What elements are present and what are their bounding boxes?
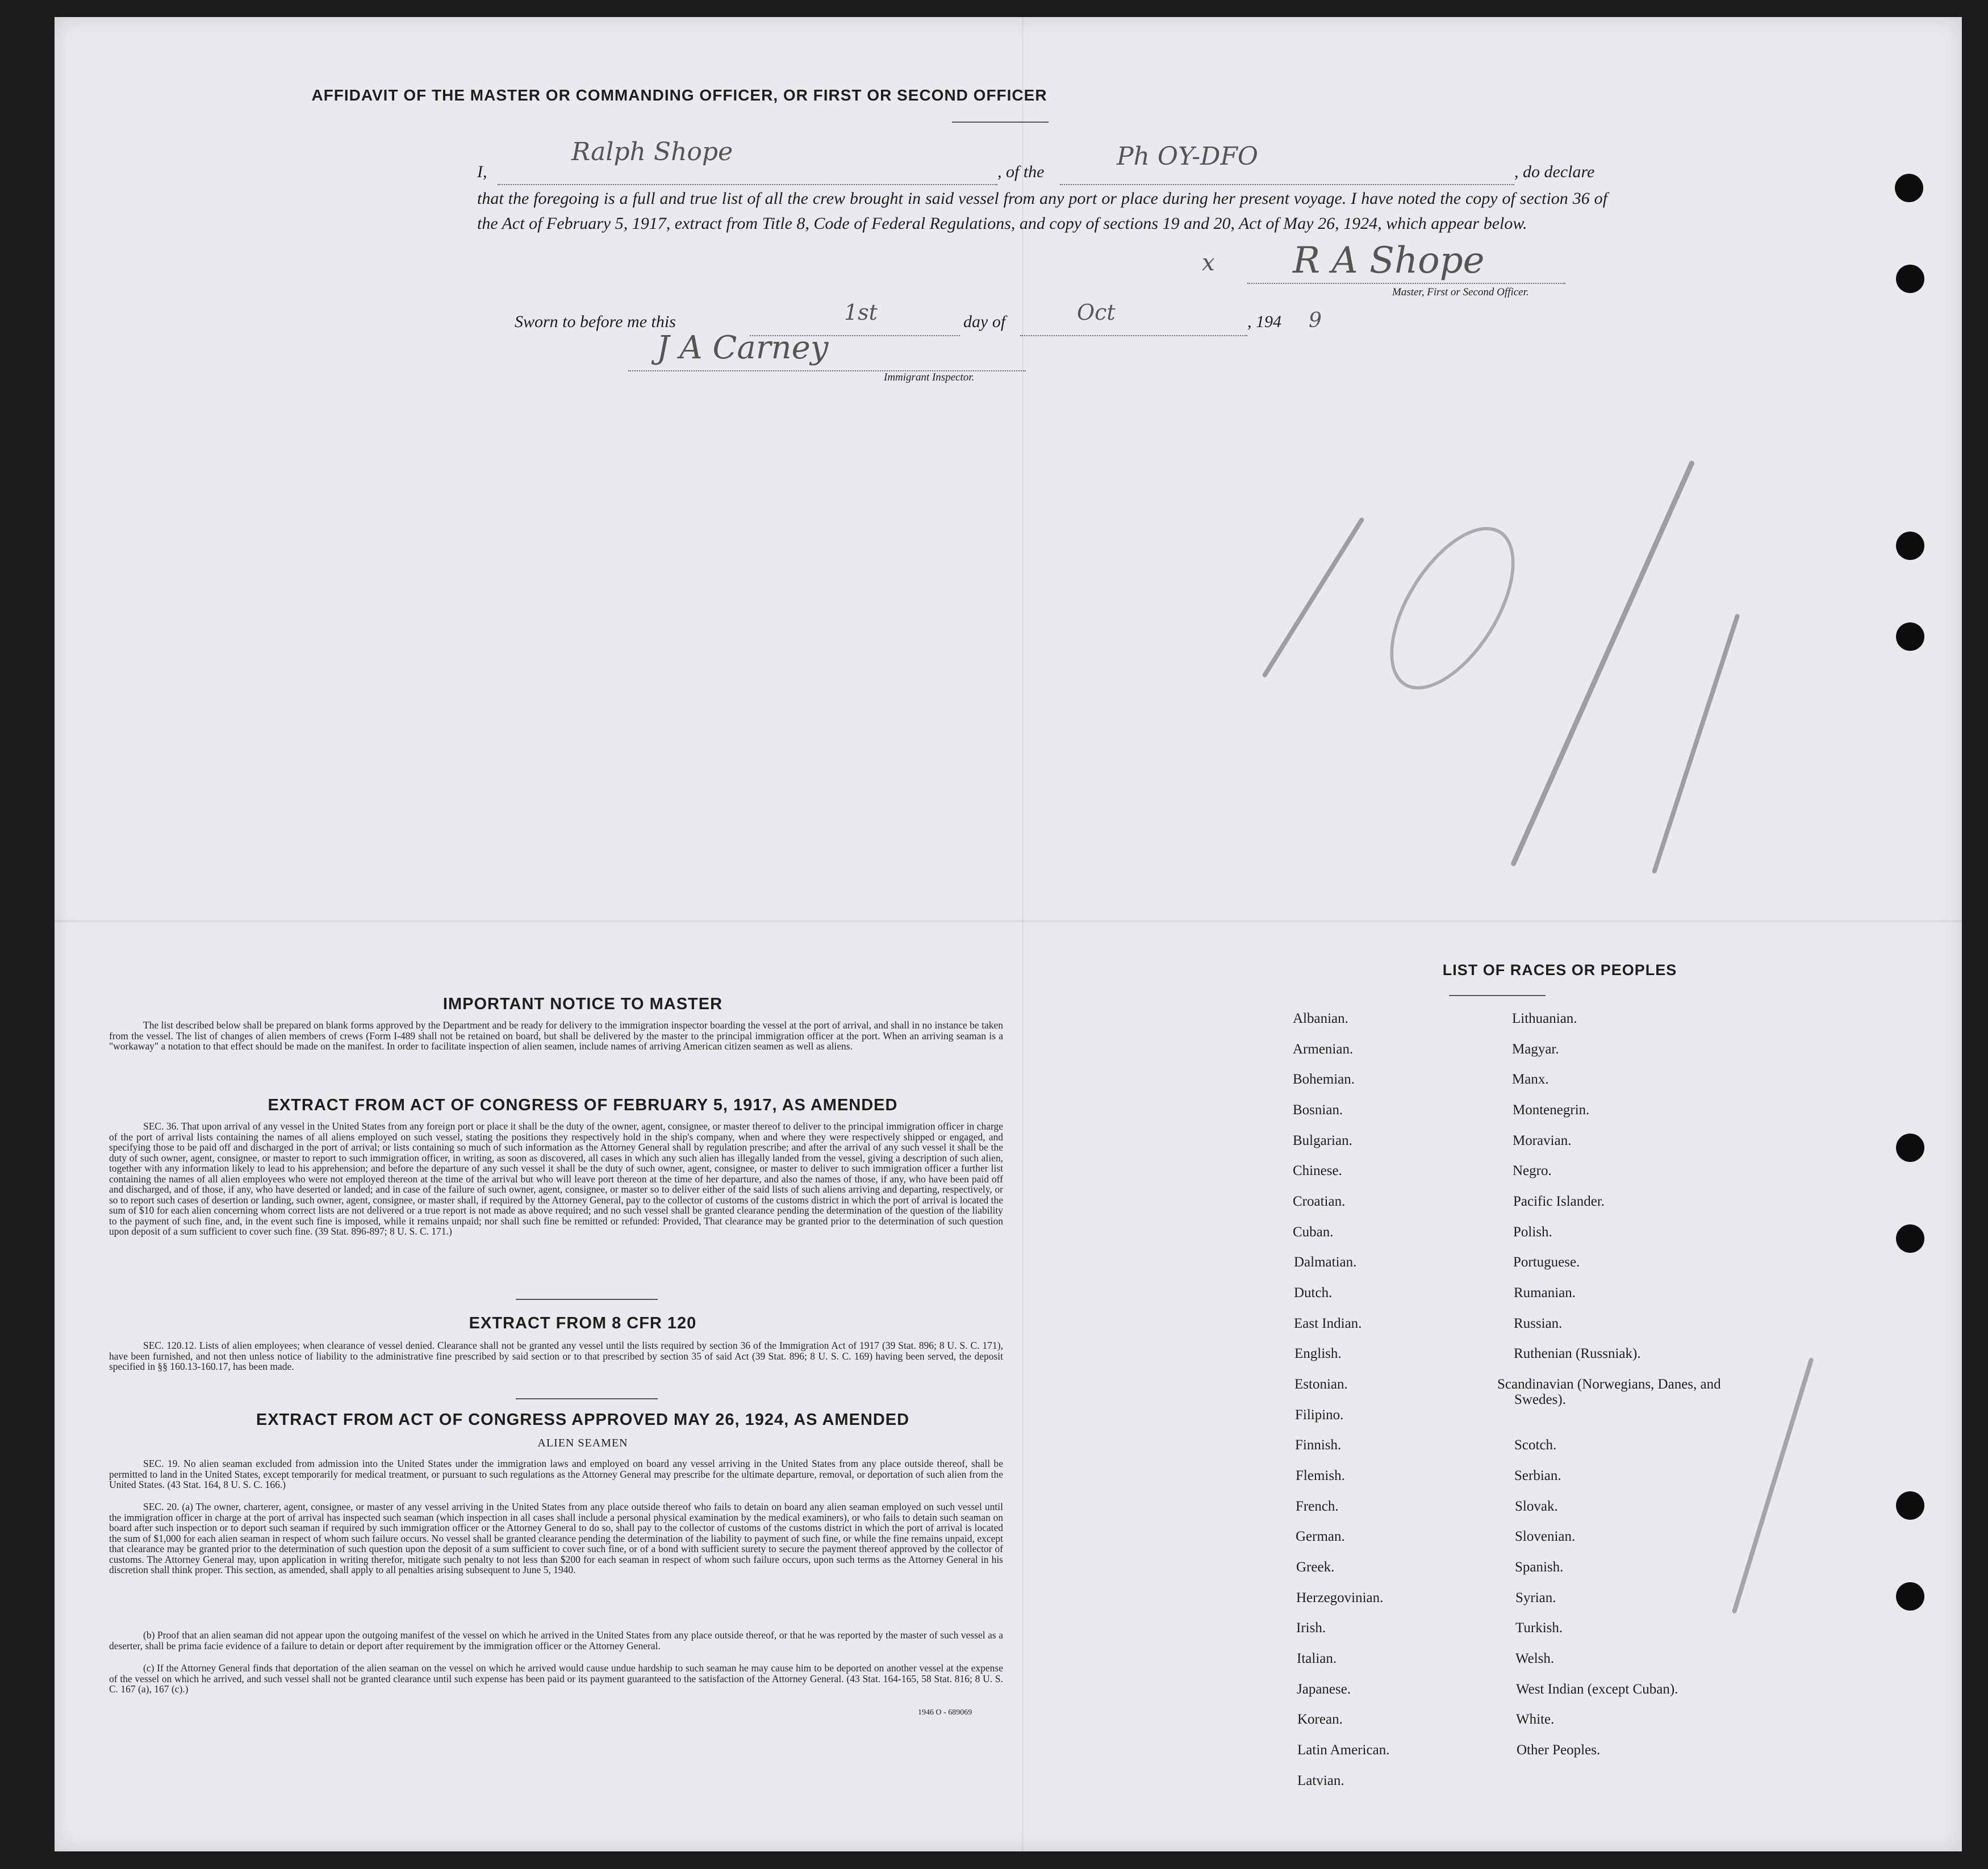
race-item: Spanish. [1515, 1559, 1564, 1575]
punch-hole [1896, 1134, 1924, 1162]
affidavit-of-the: , of the [997, 162, 1045, 181]
race-item: Serbian. [1514, 1468, 1561, 1483]
sworn-year: , 194 [1247, 312, 1281, 331]
race-item: Finnish. [1295, 1437, 1342, 1453]
races-title: LIST OF RACES OR PEOPLES [1442, 961, 1677, 979]
race-item: Filipino. [1295, 1407, 1344, 1423]
race-item: Scotch. [1514, 1437, 1557, 1453]
sworn-text: Sworn to before me this [515, 312, 676, 331]
race-item: Dutch. [1294, 1285, 1333, 1301]
extract-cfr-title: EXTRACT FROM 8 CFR 120 [469, 1314, 697, 1332]
punch-hole [1896, 1582, 1924, 1611]
race-item: Syrian. [1515, 1590, 1556, 1605]
race-item: Korean. [1297, 1712, 1343, 1727]
affidavit-body: that the foregoing is a full and true list of all the crew brought in said vessel from any port or place during her present voyage. I have noted the copy of section 36 of the Act of February 5, 1917, extract from Title 8, Code of Federal Regulations, and copy of sections 19 and 20, Act of May 26, 1924, which appear below. [477, 189, 1607, 233]
race-item: Moravian. [1513, 1133, 1572, 1148]
pencil-stroke [1652, 613, 1740, 874]
affidavit-i: I, [477, 162, 487, 181]
sworn-day-of: day of [963, 312, 1006, 331]
print-code: 1946 O - 689069 [918, 1708, 972, 1717]
extract-1924-sec20b: (b) Proof that an alien seaman did not appear upon the outgoing manifest of the vessel on which he arrived in the United States from any place outside thereof, or that he was reported by the master of such vessel as a deserter, shall be prima facie evidence of a failure to detain or deport after requirement by the immigration officer or the Attorney General. [109, 1629, 1003, 1651]
race-item: Latin American. [1297, 1742, 1390, 1758]
extract-1917-body: SEC. 36. That upon arrival of any vessel in the United States from any foreign port or place it shall be the duty of the owner, agent, consignee, or master thereof to deliver to the principal immigration officer in charge of the port of arrival lists containing the names of all aliens employed on such vessel, stating the positions they respectively hold in the ship's company, when and where they were respectively shipped or engaged, and specifying those to be paid off and discharged in the port of arrival; or lists containing so much of such information as the Attorney General shall by regulation prescribe; and after the arrival of any such vessel it shall be the duty of such owner, agent, consignee, or master to report to such immigration officer, in writing, as soon as discovered, all cases in which any such alien has illegally landed from the vessel, giving a description of such alien, together with any information likely to lead to his apprehension; and before the departure of any such vessel it shall be the duty of such owner, agent, consignee, or master to deliver to such immigration officer a further list containing the names of all alien employees who were not employed thereon at the time of the arrival but who will leave port thereon at the time of her departure, and also the names of those, if any, who have been paid off and discharged, and of those, if any, who have deserted or landed; and in case of the failure of such owner, agent, consignee, or master so to deliver either of the said lists of such aliens arriving and departing, respectively, or so to report such cases of desertion or landing, such owner, agent, consignee, or master shall, if required by the Attorney General, pay to the collector of customs of the customs district in which the port of arrival is located the sum of $10 for each alien concerning whom correct lists are not delivered or a true report is not made as above required; and no such vessel shall be granted clearance pending the determination of the question of the liability to the payment of such fine, and, in the event such fine is imposed, while it remains unpaid; nor shall such fine be remitted or refunded: Provided, That clearance may be granted prior to the determination of such question upon deposit of a sum sufficient to cover such fine. (39 Stat. 896-897; 8 U. S. C. 171.) [109, 1120, 1003, 1237]
affidavit-title: AFFIDAVIT OF THE MASTER OR COMMANDING OFFICER, OR FIRST OR SECOND OFFICER [311, 86, 1047, 104]
race-item: German. [1296, 1529, 1345, 1544]
important-notice-body: The list described below shall be prepared on blank forms approved by the Department and be ready for delivery to the immigration inspector boarding the vessel at the port of arrival, and shall in no instance be taken from the vessel. The list of changes of alien members of crews (Form I-489 shall not be retained on board, but shall be delivered by the master to the principal immigration officer at the port. When an arriving seaman is a "workaway" a notation to that effect should be made on the manifest. In order to facilitate inspection of alien seamen, include names of arriving American citizen seamen as well as aliens. [109, 1019, 1003, 1052]
section-divider [516, 1398, 658, 1399]
race-item: White. [1516, 1712, 1555, 1727]
race-item: Ruthenian (Russniak). [1514, 1346, 1641, 1361]
race-item: Albanian. [1293, 1011, 1348, 1026]
signature-mark: x [1202, 250, 1215, 276]
month-fill-line [1020, 313, 1247, 336]
punch-hole [1895, 174, 1923, 202]
punch-hole [1896, 622, 1924, 651]
document-sheet [55, 17, 1962, 1851]
race-item: Pacific Islander. [1513, 1194, 1605, 1209]
race-item: Other Peoples. [1517, 1742, 1601, 1758]
race-item: Flemish. [1296, 1468, 1345, 1483]
fold-line-vertical [1022, 17, 1024, 1851]
race-item: Dalmatian. [1294, 1255, 1357, 1270]
race-item: Armenian. [1293, 1042, 1354, 1057]
race-item: Cuban. [1293, 1224, 1334, 1240]
race-item: Lithuanian. [1512, 1011, 1577, 1026]
race-item: Croatian. [1293, 1194, 1346, 1209]
race-item: Bosnian. [1293, 1102, 1343, 1118]
handwritten-vessel: Ph OY-DFO [1117, 142, 1258, 171]
punch-hole [1896, 1491, 1924, 1520]
pencil-stroke [1365, 507, 1540, 710]
extract-1924-sec20a: SEC. 20. (a) The owner, charterer, agent, consignee, or master of any vessel arriving in the United States from any place outside thereof who fails to detain on board any alien seaman employed on such vessel until the immigration officer in charge at the port of arrival has inspected such seaman (which inspection in all cases shall include a personal physical examination by the medical examiners), or who fails to detain such seaman on board after such inspection or to deport such seaman if required by such immigration officer or the Attorney General to do so, shall pay to the collector of customs of the customs district in which the port of arrival is located the sum of $1,000 for each alien seaman in respect of whom such failure occurs. No vessel shall be granted clearance pending the determination of the liability to payment of such fine, or while the fine remains unpaid, except that clearance may be granted prior to the determination of such question upon the deposit of a sum sufficient to cover such fine, or of a bond with sufficient surety to secure the payment thereof approved by the collector of customs. The Attorney General may, upon application in writing therefor, mitigate such penalty to not less than $200 for each seaman in respect of whom such failure occurs, upon such terms as the Attorney General in his discretion shall think proper. This section, as amended, shall apply to all penalties arising subsequent to June 5, 1940. [109, 1501, 1003, 1575]
race-item: Bohemian. [1293, 1072, 1355, 1087]
handwritten-month: Oct [1077, 300, 1116, 325]
race-item: Scandinavian (Norwegians, Danes, and Swedes). [1497, 1377, 1721, 1407]
punch-hole [1896, 265, 1924, 293]
section-divider [516, 1299, 658, 1300]
affidavit-do-declare: , do declare [1514, 162, 1595, 181]
race-item: Manx. [1512, 1072, 1549, 1087]
extract-1917-title: EXTRACT FROM ACT OF CONGRESS OF FEBRUARY 5, 1917, AS AMENDED [268, 1096, 898, 1114]
pencil-stroke [1262, 517, 1365, 678]
race-item: Slovenian. [1515, 1529, 1576, 1544]
race-item: Herzegovinian. [1296, 1590, 1384, 1605]
extract-cfr-body: SEC. 120.12. Lists of alien employees; when clearance of vessel denied. Clearance shall not be granted any vessel until the lists required by section 36 of the Immigration Act of 1917 (39 Stat. 896; 8 U. S. C. 171), have been furnished, and not then unless notice of liability to the administrative fine prescribed by said section or to that prescribed by section 35 of said Act (39 Stat. 896; 8 U. S. C. 169) having been served, the deposit specified in §§ 160.13-160.17, has been made. [109, 1340, 1003, 1372]
race-item: Bulgarian. [1293, 1133, 1352, 1148]
race-item: Chinese. [1293, 1163, 1342, 1178]
punch-hole [1896, 532, 1924, 560]
race-item: Estonian. [1294, 1377, 1348, 1392]
race-item: Turkish. [1515, 1620, 1563, 1636]
race-item: Polish. [1513, 1224, 1552, 1240]
races-title-underline [1449, 995, 1546, 996]
extract-1924-sec20c: (c) If the Attorney General finds that deportation of the alien seaman on the vessel on which he arrived would cause undue hardship to such seaman he may cause him to be deported on another vessel at the expense of the vessel on which he arrived, and such vessel shall not be granted clearance until such expense has been paid or its payment guaranteed to the satisfaction of the Attorney General. (43 Stat. 164-165, 58 Stat. 816; 8 U. S. C. 167 (a), 167 (c).) [109, 1662, 1003, 1695]
handwritten-year: 9 [1309, 309, 1322, 332]
race-item: Negro. [1513, 1163, 1552, 1178]
race-item: Portuguese. [1513, 1255, 1580, 1270]
punch-hole [1896, 1224, 1924, 1253]
handwritten-name: Ralph Shope [571, 137, 733, 166]
race-item: Magyar. [1512, 1042, 1559, 1057]
inspector-signature: J A Carney [657, 329, 829, 366]
race-item: Greek. [1296, 1559, 1335, 1575]
race-item: Italian. [1297, 1651, 1337, 1666]
race-item: Latvian. [1297, 1773, 1344, 1788]
race-item: English. [1294, 1346, 1342, 1361]
fold-line-horizontal [55, 920, 1962, 922]
race-item: Rumanian. [1514, 1285, 1576, 1301]
extract-1924-title: EXTRACT FROM ACT OF CONGRESS APPROVED MAY 26, 1924, AS AMENDED [256, 1411, 910, 1429]
important-notice-title: IMPORTANT NOTICE TO MASTER [442, 995, 723, 1013]
race-item: Japanese. [1297, 1682, 1351, 1697]
race-item: Irish. [1296, 1620, 1326, 1636]
race-item: Russian. [1514, 1316, 1563, 1331]
race-item: East Indian. [1294, 1316, 1362, 1331]
pencil-stroke [1732, 1357, 1814, 1614]
pencil-stroke [1510, 460, 1695, 867]
handwritten-day: 1st [844, 300, 878, 325]
master-signature: R A Shope [1293, 240, 1485, 282]
race-item: Slovak. [1515, 1499, 1558, 1514]
race-item: Welsh. [1515, 1651, 1555, 1666]
title-underline [952, 122, 1049, 123]
race-item: Montenegrin. [1513, 1102, 1590, 1118]
extract-1924-subtitle: ALIEN SEAMEN [537, 1437, 628, 1449]
race-item: West Indian (except Cuban). [1516, 1682, 1678, 1697]
extract-1924-sec19: SEC. 19. No alien seaman excluded from admission into the United States under the immigration laws and employed on board any vessel arriving in the United States from any place outside thereof, shall be permitted to land in the United States, except temporarily for medical treatment, or pursuant to such regulations as the Attorney General may prescribe for the ultimate departure, removal, or deportation of such alien from the United States. (43 Stat. 164, 8 U. S. C. 166.) [109, 1458, 1003, 1490]
inspector-caption: Immigrant Inspector. [884, 371, 975, 383]
master-caption: Master, First or Second Officer. [1392, 286, 1529, 298]
race-item: French. [1296, 1499, 1339, 1514]
